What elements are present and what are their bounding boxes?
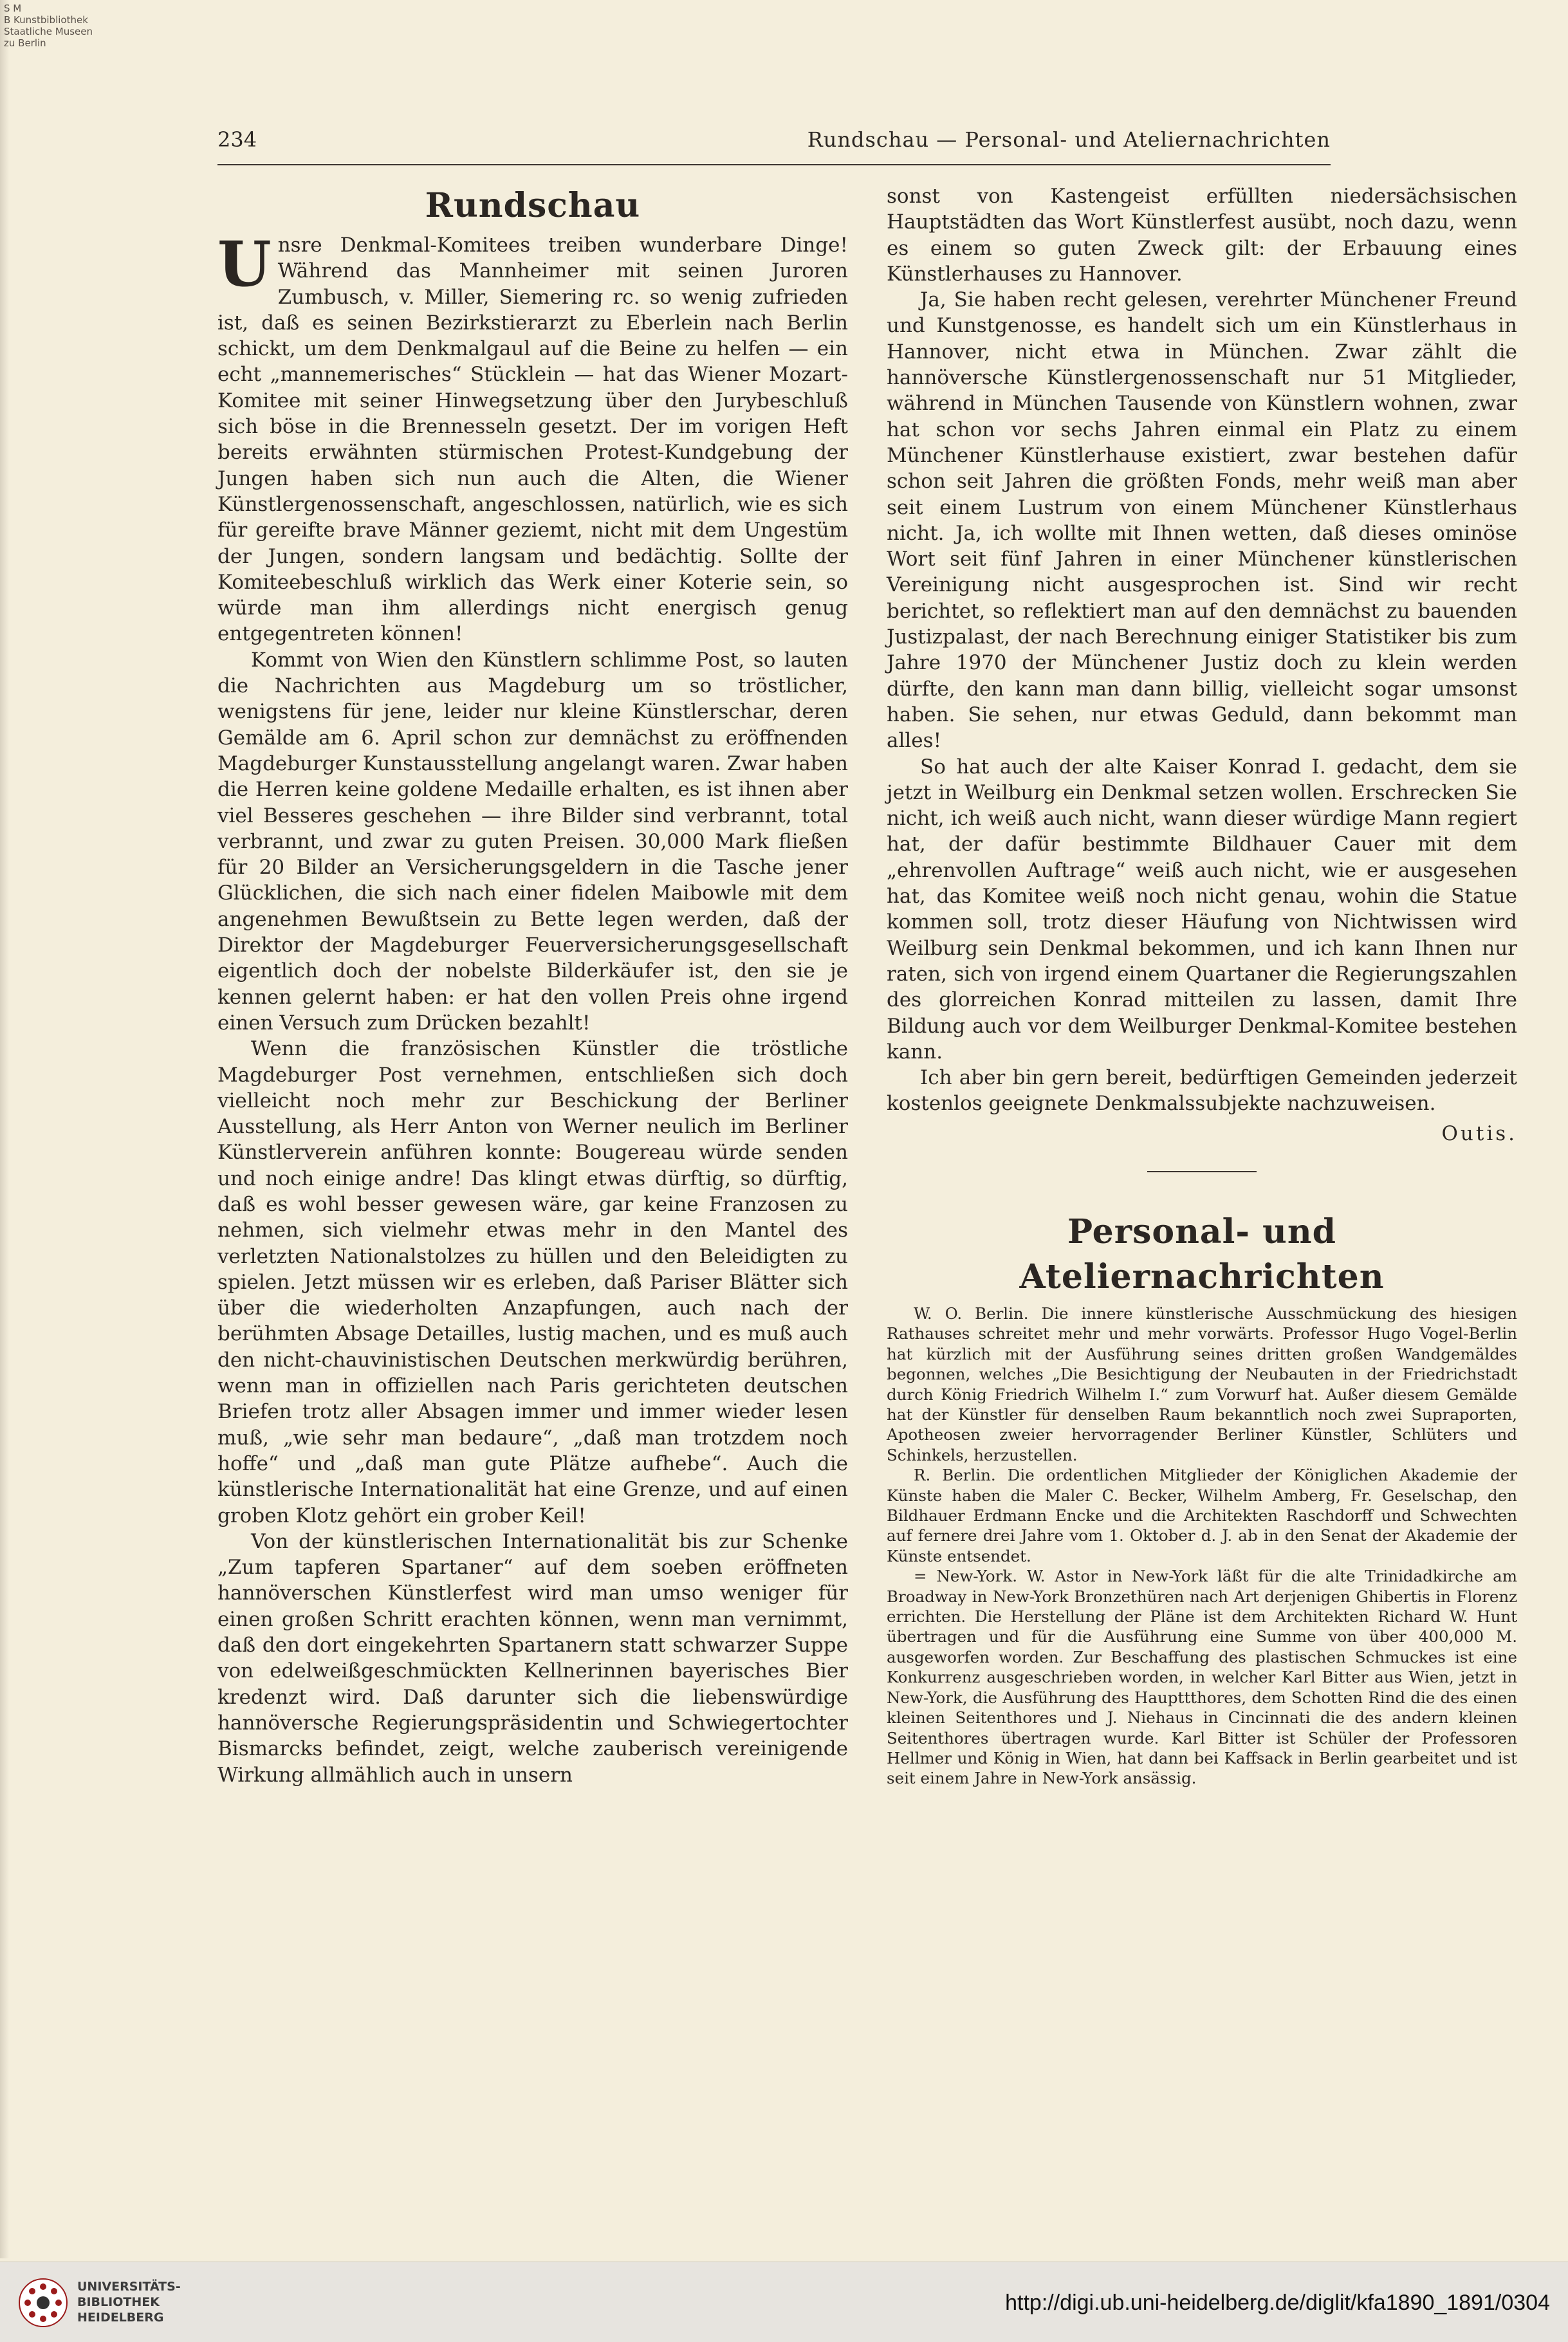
viewer-footer xyxy=(0,2262,1568,2342)
stamp-line: Staatliche Museen xyxy=(4,26,93,37)
permalink-url[interactable]: http://digi.ub.uni-heidelberg.de/diglit/kfa1890_1891/0304 xyxy=(1005,2291,1550,2315)
logo-line: UNIVERSITÄTS- xyxy=(77,2280,181,2294)
right-column xyxy=(887,183,1517,1789)
section-title-rundschau: Rundschau xyxy=(425,186,641,225)
university-name xyxy=(77,2279,181,2325)
stamp-line: zu Berlin xyxy=(4,37,46,49)
article-paragraph: Ja, Sie haben recht gelesen, verehrter Münchener Freund und Kunstgenosse, es handelt sich um ein Künstlerhaus in Hannover, nicht etwa in München. Zwar zählt die hannöversche Künstlergenossenschaft nur 51 Mitglieder, während in München Tausende von Künstlern wohnen, zwar hat schon vor sechs Jahren einmal ein Platz zu einem Münchener Künstlerhause existiert, zwar bestehen dafür schon seit Jahren die größten Fonds, mehr weiß man aber seit einem Lustrum von einem Münchener Künstlerhaus nicht. Ja, ich wollte mit Ihnen wetten, daß dieses ominöse Wort seit fünf Jahren in einer Münchener künstlerischen Vereinigung nicht ausgesprochen ist. Sind wir recht berichtet, so reflektiert man auf den demnächst zu bauenden Justizpalast, der nach Berechnung einiger Statistiker bis zum Jahre 1970 der Münchener Justiz doch zu klein werden dürfte, den kann man dann billig, vielleicht sogar umsonst haben. Sie sehen, nur etwas Geduld, dann bekommt man alles! xyxy=(887,288,1517,753)
left-column xyxy=(217,183,848,1788)
author-signature: Outis. xyxy=(1441,1121,1517,1145)
library-stamp xyxy=(4,3,100,49)
header-rule xyxy=(217,164,1331,165)
page-number: 234 xyxy=(217,127,257,152)
article-paragraph: Kommt von Wien den Künstlern schlimme Post, so lauten die Nachrichten aus Magdeburg um so tröstlicher, wenigstens für jene, leider nur kleine Künstlerschar, deren Gemälde am 6. April schon zur demnächst zu eröffnenden Magdeburger Kunstausstellung angelangt waren. Zwar haben die Herren keine goldene Medaille erhalten, es ist ihnen aber viel Besseres geschehen — ihre Bilder sind verbrannt, total verbrannt, und zwar zu guten Preisen. 30,000 Mark fließen für 20 Bilder an Versicherungsgeldern in die Tasche jener Glücklichen, die sich nach einer fidelen Maibowle mit dem angenehmen Bewußtsein zu Bette legen werden, daß der Direktor der Magdeburger Feuerversicherungsgesellschaft eigentlich doch der nobelste Bilderkäufer ist, den sie je kennen gelernt haben: er hat den vollen Preis ohne irgend einen Versuch zum Drücken bezahlt! xyxy=(217,648,848,1035)
article-paragraph: Ich aber bin gern bereit, bedürftigen Gemeinden jederzeit kostenlos geeignete Denkmalssubjekte nachzuweisen. xyxy=(887,1066,1517,1116)
running-title: Rundschau — Personal- und Ateliernachrichten xyxy=(807,127,1331,152)
section-title-news: Personal- und Ateliernachrichten xyxy=(1019,1212,1385,1296)
drop-cap: U xyxy=(217,228,272,300)
section-divider xyxy=(1147,1171,1257,1172)
news-item: W. O. Berlin. Die innere künstlerische Ausschmückung des hiesigen Rathauses schreitet mehr und mehr vorwärts. Professor Hugo Vogel-Berlin hat kürzlich mit der Ausführung seines dritten großen Wandgemäldes begonnen, welches „Die Besichtigung der Neubauten in der Friedrichstadt durch König Friedrich Wilhelm I.“ zum Vorwurf hat. Außer diesem Gemälde hat der Künstler für denselben Raum bekanntlich noch zwei Supraporten, Apotheosen zweier hervorragender Berliner Künstler, Schlüters und Schinkels, herzustellen. xyxy=(887,1304,1517,1464)
logo-line: BIBLIOTHEK xyxy=(77,2295,160,2309)
news-item: = New-York. W. Astor in New-York läßt für die alte Trinidadkirche am Broadway in New-York Bronzethüren nach Art derjenigen Ghibertis in Florenz errichten. Die Herstellung der Pläne ist dem Architekten Richard W. Hunt übertragen und für die Ausführung eine Summe von über 400,000 M. ausgeworfen worden. Zur Beschaffung des plastischen Schmuckes ist eine Konkurrenz ausgeschrieben worden, in welcher Karl Bitter aus Wien, jetzt in New-York, die Ausführung des Haupttthores, dem Schotten Rind die des einen kleinen Seitenthores und J. Niehaus in Cincinnati die des andern kleinen Seitenthores übertragen wurde. Karl Bitter ist Schüler der Professoren Hellmer und König in Wien, hat dann bei Kaffsack in Berlin gearbeitet und ist seit einem Jahre in New-York ansässig. xyxy=(887,1567,1517,1788)
article-paragraph: Von der künstlerischen Internationalität bis zur Schenke „Zum tapferen Spartaner“ auf dem soeben eröffneten hannöverschen Künstlerfest wird man umso weniger für einen großen Schritt erachten können, wenn man vernimmt, daß den dort eingekehrten Spartanern statt schwarzer Suppe von edelweißgeschmückten Kellnerinnen bayerisches Bier kredenzt wird. Daß darunter sich die liebenswürdige hannöversche Regierungspräsidentin und Schwiegertochter Bismarcks befindet, zeigt, welche zauberisch vereinigende Wirkung allmählich auch in unsern xyxy=(217,1529,848,1787)
stamp-line: S M xyxy=(4,3,22,14)
article-paragraph xyxy=(217,228,848,647)
logo-line: HEIDELBERG xyxy=(77,2310,164,2325)
scan-edge-left xyxy=(0,0,9,2258)
page-header xyxy=(217,127,1331,166)
article-paragraph: sonst von Kastengeist erfüllten niedersächsischen Hauptstädten das Wort Künstlerfest ausübt, noch dazu, wenn es einem so guten Zweck gilt: der Erbauung eines Künstlerhauses zu Hannover. xyxy=(887,185,1517,286)
paragraph-text: nsre Denkmal-Komitees treiben wunderbare Dinge! Während das Mannheimer mit seinen Juroren Zumbusch, v. Miller, Siemering rc. so wenig zufrieden ist, daß es seinen Bezirkstierarzt zu Eberlein nach Berlin schickt, um dem Denkmalgaul auf die Beine zu helfen — ein echt „mannemerisches“ Stücklein — hat das Wiener Mozart-Komitee mit seiner Hinwegsetzung über den Jurybeschluß sich böse in die Brennesseln gesetzt. Der im vorigen Heft bereits erwähnten stürmischen Protest-Kundgebung der Jungen haben sich nun auch die Alten, die Wiener Künstlergenossenschaft, angeschlossen, natürlich, wie es sich für gereifte brave Männer geziemt, nicht mit dem Ungestüm der Jungen, sondern langsam und bedächtig. Sollte der Komiteebeschluß wirklich das Werk einer Koterie sein, so würde man ihm allerdings nicht energisch genug entgegentreten können! xyxy=(217,234,848,646)
news-list xyxy=(887,1304,1517,1789)
news-item: R. Berlin. Die ordentlichen Mitglieder der Königlichen Akademie der Künste haben die Maler C. Becker, Wilhelm Amberg, Fr. Geselschap, den Bildhauer Erdmann Encke und die Architekten Raschdorff und Schwechten auf fernere drei Jahre vom 1. Oktober d. J. ab in den Senat der Akademie der Künste entsendet. xyxy=(887,1466,1517,1565)
article-paragraph: So hat auch der alte Kaiser Konrad I. gedacht, dem sie jetzt in Weilburg ein Denkmal setzen wollen. Erschrecken Sie nicht, ich weiß auch nicht, wann dieser würdige Mann regiert hat, der dafür bestimmte Bildhauer Cauer mit dem „ehrenvollen Auftrage“ weiß auch nicht, wie er ausgesehen hat, das Komitee weiß noch nicht genau, wohin die Statue kommen soll, trotz dieser Häufung von Nichtwissen wird Weilburg sein Denkmal bekommen, und ich kann Ihnen nur raten, sich von irgend einem Quartaner die Regierungszahlen des glorreichen Konrad mitteilen zu lassen, damit Ihre Bildung auch vor dem Weilburger Denkmal-Komitee bestehen kann. xyxy=(887,755,1517,1064)
stamp-line: B Kunstbibliothek xyxy=(4,14,88,26)
article-paragraph: Wenn die französischen Künstler die tröstliche Magdeburger Post vernehmen, entschließen sich doch vielleicht noch mehr zur Beschickung der Berliner Ausstellung, als Herr Anton von Werner neulich im Berliner Künstlerverein anführen konnte: Bougereau würde senden und noch einige andre! Das klingt etwas dürftig, so dürftig, daß es wohl besser gewesen wäre, gar keine Franzosen zu nehmen, sich vielmehr etwas mehr in den Mantel des verletzten Nationalstolzes zu hüllen und den Beleidigten zu spielen. Jetzt müssen wir es erleben, daß Pariser Blätter sich über die wiederholten Anzapfungen, auch nach der berühmten Absage Detailles, lustig machen, und es muß auch den nicht-chauvinistischen Deutschen merkwürdig berühren, wenn man in offiziellen nach Paris gerichteten deutschen Briefen trotz aller Absagen immer und immer wieder lesen muß, „wie sehr man bedaure“, „daß man trotzdem noch hoffe“ und „daß man gute Plätze aufhebe“. Auch die künstlerische Internationalität hat eine Grenze, und auf einen groben Klotz gehört ein grober Keil! xyxy=(217,1037,848,1527)
university-logo-icon xyxy=(18,2278,68,2328)
